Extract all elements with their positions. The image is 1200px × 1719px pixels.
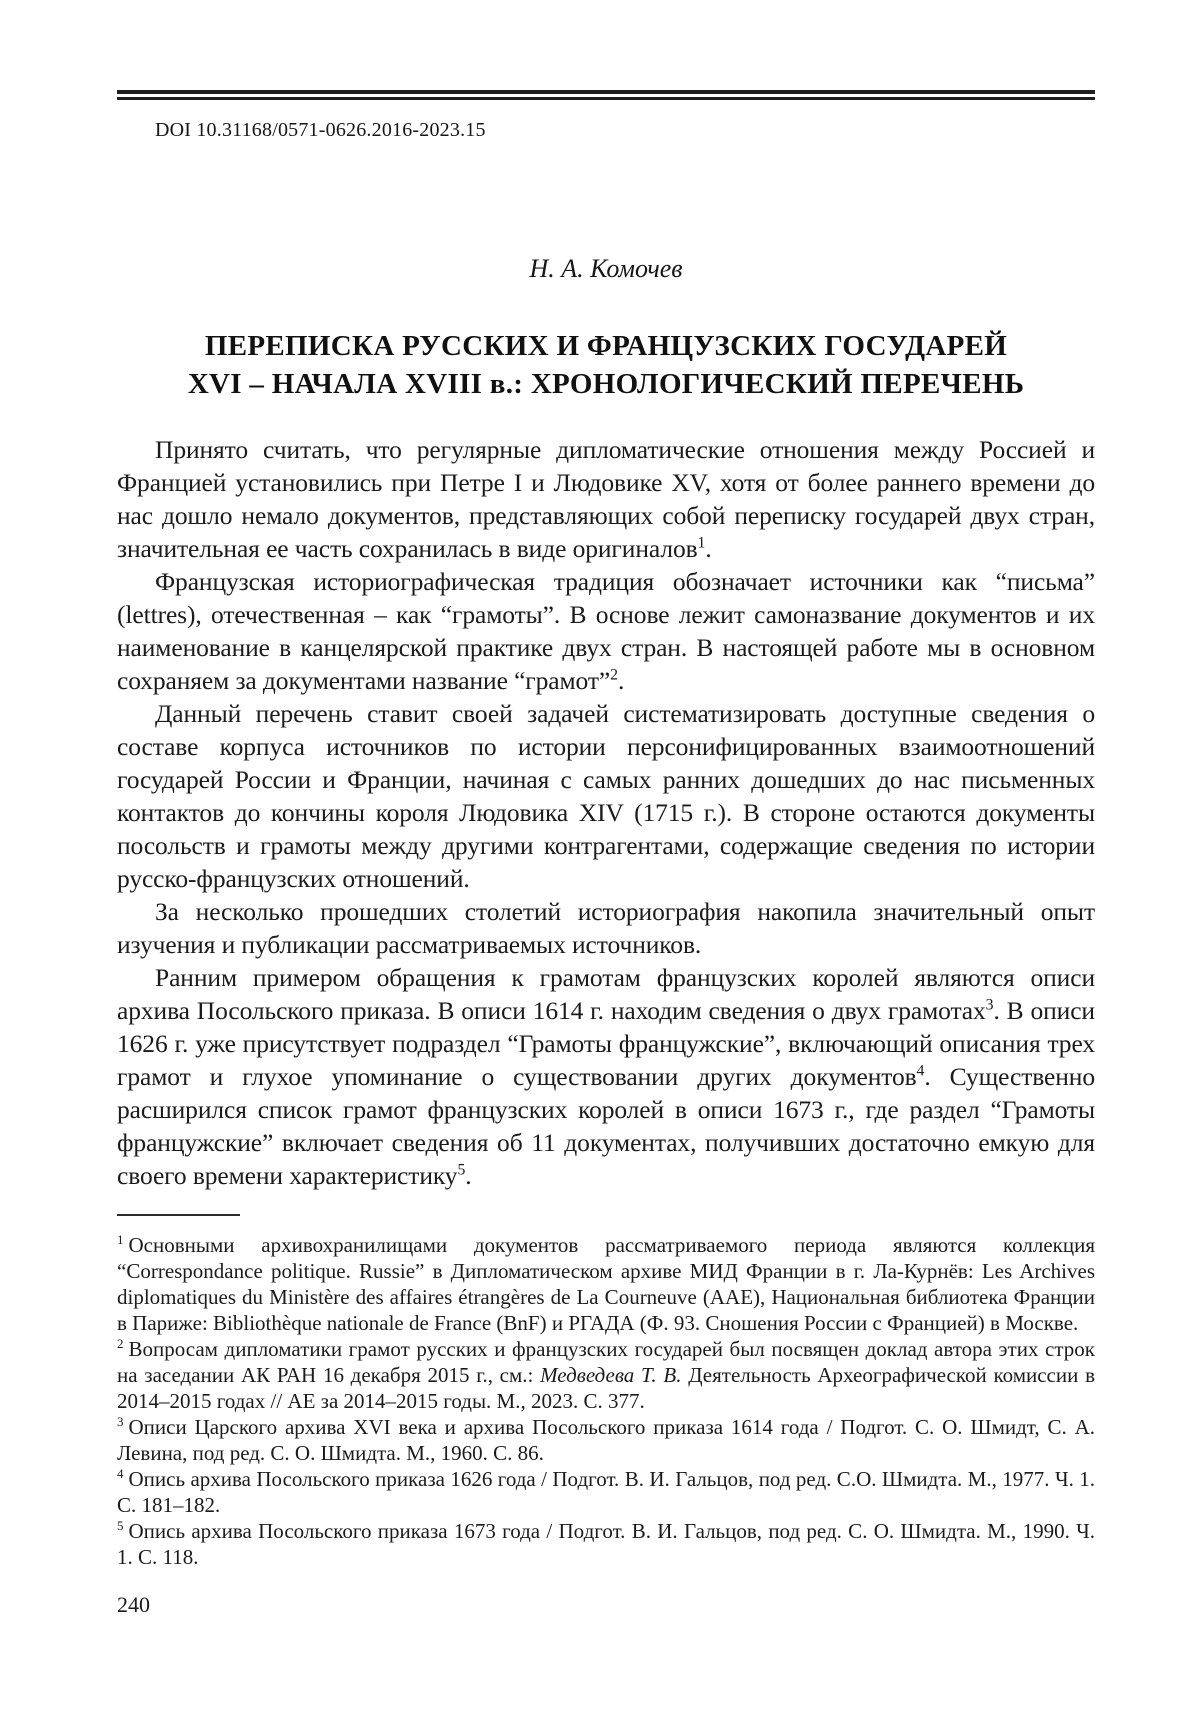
footnote: [117, 1414, 1095, 1466]
text-run: Принято считать, что регулярные дипломатические отношения между Россией и Францией установились при Петре I и Людовике XV, хотя от более раннего времени до нас дошло немало документов, представляющих собой переписку государей двух стран, значительная ее часть сохранилась в виде оригиналов: [117, 435, 1095, 563]
paragraph: [117, 961, 1095, 1192]
text-run: Вопросам дипломатики грамот русских и французских государей был посвящен доклад автора этих строк на заседании АК РАН 16 декабря 2015 г., см.:: [117, 1337, 1095, 1387]
footnote-ref: 1: [697, 534, 706, 552]
text-run: Данный перечень ставит своей задачей систематизировать доступные сведения о составе корпуса источников по истории персонифицированных взаимоотношений государей России и Франции, начиная с самых ранних дошедших до нас письменных контактов до кончины короля Людовика XIV (1715 г.). В стороне остаются документы посольств и грамоты между другими контрагентами, содержащие сведения по истории русско-французских отношений.: [117, 699, 1095, 893]
footnote-ref: 2: [610, 666, 618, 684]
text-run: .: [617, 666, 625, 695]
text-run: .: [465, 1161, 472, 1190]
header-rule: [117, 90, 1095, 100]
text-run: Деятельность Археографической комиссии в 2014–2015 годах // АЕ за 2014–2015 годы. М., 2023. С. 377.: [117, 1363, 1095, 1413]
footnote: [117, 1232, 1095, 1336]
article-author: Н. А. Комочев: [529, 254, 683, 283]
footnote-number: 5: [117, 1518, 124, 1533]
text-run: Ранним примером обращения к грамотам французских королей являются описи архива Посольского приказа. В описи 1614 г. находим сведения о двух грамотах: [117, 963, 1095, 1025]
text-run: Опись архива Посольского приказа 1626 года / Подгот. В. И. Гальцов, под ред. С.О. Шмидта. М., 1977. Ч. 1. С. 181–182.: [117, 1467, 1095, 1517]
paragraph: [117, 433, 1095, 565]
text-run: . Существенно расширился список грамот французских королей в описи 1673 г., где раздел “Грамоты францужские” включает сведения об 11 документах, получивших достаточно емкую для своего времени характеристику: [117, 1062, 1095, 1190]
footnote-number: 1: [117, 1232, 124, 1247]
text-run: . В описи 1626 г. уже присутствует подраздел “Грамоты францужские”, включающий описания трех грамот и глухое упоминание о существовании других документов: [117, 996, 1095, 1091]
footnote-number: 3: [117, 1414, 124, 1429]
article-body: [117, 433, 1095, 1192]
text-run: Основными архивохранилищами документов рассматриваемого периода являются коллекция “Correspondance politique. Russie” в Дипломатическом архиве МИД Франции в г. Ла-Курнёв: Les Archives diplomatiques du Ministère des affaires étrangères de La Courneuve (AAE), Национальная библиотека Франции в Париже: Bibliothèque nationale de France (BnF) и РГАДА (Ф. 93. Сношения России с Францией) в Москве.: [117, 1233, 1095, 1335]
footnote-number: 4: [117, 1466, 124, 1481]
footnote: [117, 1466, 1095, 1518]
title-line-1: ПЕРЕПИСКА РУССКИХ И ФРАНЦУЗСКИХ ГОСУДАРЕЙ: [204, 330, 1008, 362]
text-run: Описи Царского архива XVI века и архива Посольского приказа 1614 года / Подгот. С. О. Шмидт, С. А. Левина, под ред. С. О. Шмидта. М., 1960. С. 86.: [117, 1415, 1095, 1465]
footnote-separator: [117, 1214, 240, 1216]
paragraph: [117, 895, 1095, 961]
footnote-ref: 4: [916, 1062, 925, 1080]
paragraph: [117, 565, 1095, 697]
footnote: [117, 1336, 1095, 1414]
footnote: [117, 1518, 1095, 1570]
footnote-ref: 3: [985, 996, 994, 1014]
footnote-ref: 5: [457, 1161, 466, 1179]
doi-text: DOI 10.31168/0571-0626.2016-2023.15: [155, 119, 486, 141]
text-run: Французская историографическая традиция обозначает источники как “письма” (lettres), отечественная – как “грамоты”. В основе лежит самоназвание документов и их наименование в канцелярской практике двух стран. В настоящей работе мы в основном сохраняем за документами название “грамот”: [117, 567, 1095, 695]
italic-text-run: Медведева Т. В.: [540, 1363, 682, 1387]
footnotes-block: [117, 1232, 1095, 1570]
text-run: .: [705, 534, 712, 563]
footnote-number: 2: [117, 1336, 124, 1351]
article-title: [117, 327, 1095, 403]
paragraph: [117, 697, 1095, 895]
title-line-2: XVI – НАЧАЛА XVIII в.: ХРОНОЛОГИЧЕСКИЙ ПЕРЕЧЕНЬ: [187, 368, 1025, 400]
page-number: 240: [117, 1592, 150, 1617]
text-run: За несколько прошедших столетий историография накопила значительный опыт изучения и публикации рассматриваемых источников.: [117, 897, 1095, 959]
text-run: Опись архива Посольского приказа 1673 года / Подгот. В. И. Гальцов, под ред. С. О. Шмидта. М., 1990. Ч. 1. С. 118.: [117, 1519, 1095, 1569]
